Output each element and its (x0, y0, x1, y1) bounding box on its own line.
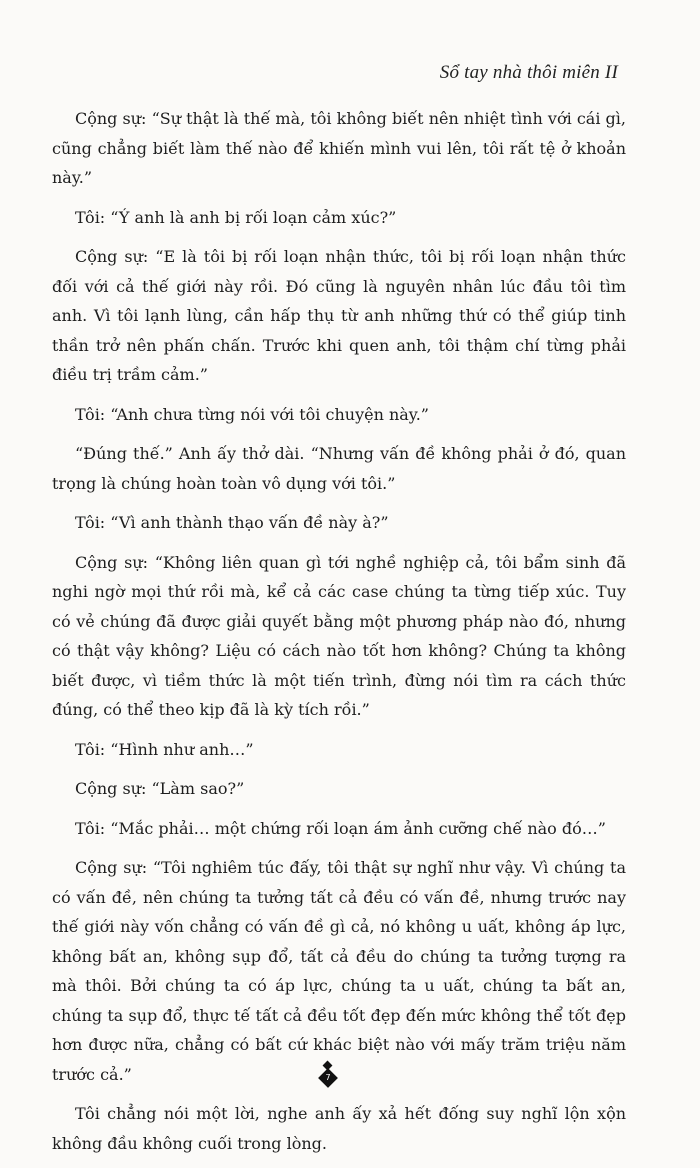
body-text (52, 104, 626, 1168)
page-number-marker (319, 1062, 337, 1090)
paragraph: Tôi: “Mắc phải… một chứng rối loạn ám ảnh cưỡng chế nào đó…” (75, 818, 606, 838)
page-number: 7 (325, 1073, 331, 1082)
paragraph: Tôi: “Vì anh thành thạo vấn đề này à?” (75, 513, 389, 532)
paragraph: Tôi: “Anh chưa từng nói với tôi chuyện này.” (75, 404, 429, 424)
paragraph: Cộng sự: “Làm sao?” (75, 779, 245, 798)
paragraph: “Đúng thế.” Anh ấy thở dài. “Nhưng vấn đề không phải ở đó, quan trọng là chúng hoàn toàn vô dụng với tôi.” (52, 444, 626, 493)
paragraph: Cộng sự: “E là tôi bị rối loạn nhận thức, tôi bị rối loạn nhận thức đối với cả thế giới này rồi. Đó cũng là nguyên nhân lúc đầu tôi tìm anh. Vì tôi lạnh lùng, cần hấp thụ từ anh những thứ có thể giúp tinh thần trở nên phấn chấn. Trước khi quen anh, tôi thậm chí từng phải điều trị trầm cảm.” (52, 247, 626, 384)
paragraph: Tôi chẳng nói một lời, nghe anh ấy xả hết đống suy nghĩ lộn xộn không đầu không cuối trong lòng. (52, 1104, 626, 1153)
running-header: Sổ tay nhà thôi miên II (439, 62, 618, 83)
paragraph: Tôi: “Ý anh là anh bị rối loạn cảm xúc?” (75, 207, 397, 227)
paragraph: Cộng sự: “Sự thật là thế mà, tôi không biết nên nhiệt tình với cái gì, cũng chẳng biết làm thế nào để khiến mình vui lên, tôi rất tệ ở khoản này.” (52, 109, 626, 187)
paragraph: Cộng sự: “Không liên quan gì tới nghề nghiệp cả, tôi bẩm sinh đã nghi ngờ mọi thứ rồi mà, kể cả các case chúng ta từng tiếp xúc. Tuy có vẻ chúng đã được giải quyết bằng một phương pháp nào đó, nhưng có thật vậy không? Liệu có cách nào tốt hơn không? Chúng ta không biết được, vì tiềm thức là một tiến trình, đừng nói tìm ra cách thức đúng, có thể theo kịp đã là kỳ tích rồi.” (52, 552, 626, 719)
paragraph: Cộng sự: “Tôi nghiêm túc đấy, tôi thật sự nghĩ như vậy. Vì chúng ta có vấn đề, nên chúng ta tưởng tất cả đều có vấn đề, nhưng trước nay thế giới này vốn chẳng có vấn đề gì cả, nó không u uất, không áp lực, không bất an, không sụp đổ, tất cả đều do chúng ta tưởng tượng ra mà thôi. Bởi chúng ta có áp lực, chúng ta u uất, chúng ta bất an, chúng ta sụp đổ, thực tế tất cả đều tốt đẹp đến mức không thể tốt đẹp hơn được nữa, chẳng có bất cứ khác biệt nào với mấy trăm triệu năm trước cả.” (52, 858, 626, 1084)
paragraph: Tôi: “Hình như anh…” (75, 739, 254, 759)
